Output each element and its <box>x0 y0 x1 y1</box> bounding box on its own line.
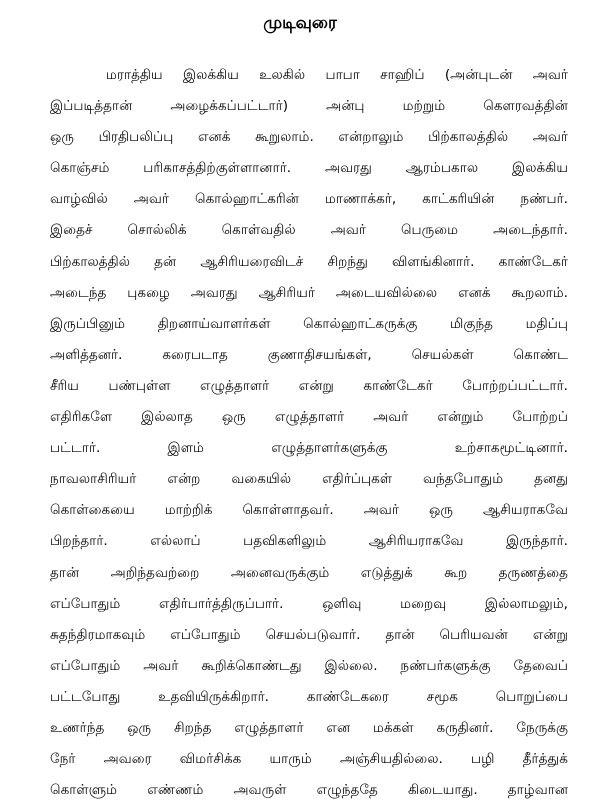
text-line: சீரிய பண்புள்ள எழுத்தாளர் என்று காண்டேகர் போற்றப்பட்டார். <box>50 377 568 394</box>
text-line: பட்டபோது உதவியிருக்கிறார். காண்டேகரை சமூக பொறுப்பை <box>50 688 568 705</box>
text-line: எப்போதும் அவர் கூறிக்கொண்டது இல்லை. நண்பர்களுக்கு தேவைப் <box>50 657 568 674</box>
text-line: அளித்தனர். கரைபடாத குணாதிசயங்கள், செயல்கள் கொண்ட <box>50 346 568 363</box>
text-line: கொள்ளும் எண்ணம் அவருள் எழுந்ததே கிடையாது. தாழ்வான <box>50 782 568 799</box>
text-line: நாவலாசிரியர் என்ற வகையில் எதிர்ப்புகள் வந்தபோதும் தனது <box>50 471 568 488</box>
text-line: பட்டார். இளம் எழுத்தாளர்களுக்கு உற்சாகமூட்டினார். <box>50 440 568 457</box>
text-line: நேர் அவரை விமர்சிக்க யாரும் அஞ்சியதில்லை. பழி தீர்த்துக் <box>50 751 568 768</box>
text-line: பிற்காலத்தில் தன் ஆசிரியரைவிடச் சிறந்து விளங்கினார். காண்டேகர் <box>50 253 568 270</box>
text-line: பிறந்தார். எல்லாப் பதவிகளிலும் ஆசிரியராகவே இருந்தார். <box>50 533 568 550</box>
text-line: உணர்ந்த ஒரு சிறந்த எழுத்தாளர் என மக்கள் கருதினர். நேருக்கு <box>50 719 568 736</box>
text-line: சுதந்திரமாகவும் எப்போதும் செயல்படுவார். தான் பெரியவன் என்று <box>50 626 568 643</box>
text-line: அடைந்த புகழை அவரது ஆசிரியர் அடையவில்லை எனக் கூறலாம். <box>50 284 568 301</box>
page-title: முடிவுரை <box>263 13 337 33</box>
text-line: இப்படித்தான் அழைக்கப்பட்டார்) அன்பு மற்றும் கௌரவத்தின் <box>50 98 568 115</box>
text-line: கொஞ்சம் பரிகாசத்திற்குள்ளானார். அவரது ஆரம்பகால இலக்கிய <box>50 160 568 177</box>
text-line: ஒரு பிரதிபலிப்பு எனக் கூறுலாம். என்றாலும் பிற்காலத்தில் அவர் <box>50 129 568 146</box>
body-text <box>50 60 568 806</box>
text-line: வாழ்வில் அவர் கொல்ஹாட்கரின் மாணாக்கர், காட்கரியின் நண்பர். <box>50 191 568 208</box>
text-line: கொள்கையை மாற்றிக் கொள்ளாதவர். அவர் ஒரு ஆசியராகவே <box>50 502 568 519</box>
text-line: மராத்திய இலக்கிய உலகில் பாபா சாஹிப் (அன்புடன் அவர் <box>106 67 568 83</box>
text-line: இதைச் சொல்லிக் கொள்வதில் அவர் பெருமை அடைந்தார். <box>50 222 568 239</box>
text-line: இருப்பினும் திறனாய்வாளர்கள் கொல்ஹாட்கருக்கு மிகுந்த மதிப்பு <box>50 315 568 332</box>
text-line: எப்போதும் எதிர்பார்த்திருப்பார். ஒளிவு மறைவு இல்லாமலும், <box>50 595 568 612</box>
text-line: தான் அறிந்தவற்றை அனைவருக்கும் எடுத்துக் கூற தருணத்தை <box>50 564 568 581</box>
text-line: எதிரிகளே இல்லாத ஒரு எழுத்தாளர் அவர் என்றும் போற்றப் <box>50 409 568 426</box>
